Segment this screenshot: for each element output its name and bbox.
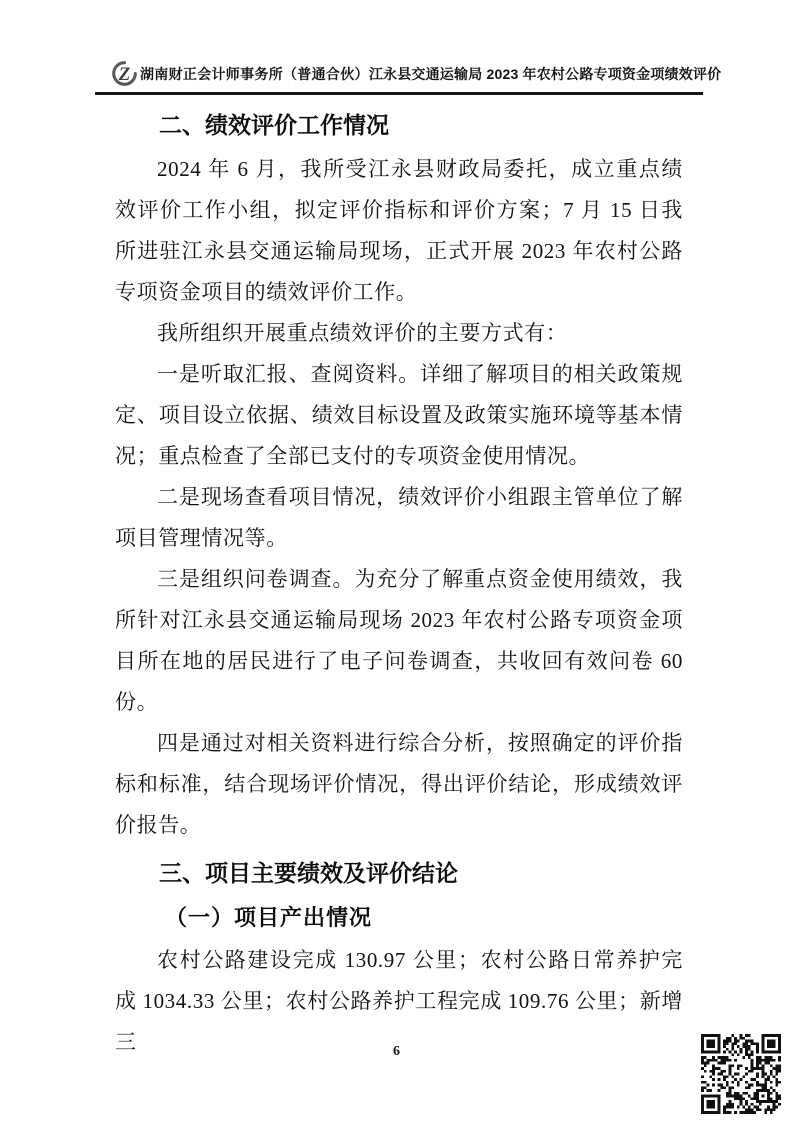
paragraph-method-2: 二是现场查看项目情况，绩效评价小组跟主管单位了解项目管理情况等。 — [115, 485, 683, 550]
paragraph-method-1: 一是听取汇报、查阅资料。详细了解项目的相关政策规定、项目设立依据、绩效目标设置及政策实施环境等基本情况；重点检查了全部已支付的专项资金使用情况。 — [115, 362, 683, 468]
page-number: 6 — [393, 1044, 400, 1059]
logo-glyph: Z — [118, 63, 131, 85]
paragraph-method-4: 四是通过对相关资料进行综合分析，按照确定的评价指标和标准，结合现场评价情况，得出评价结论，形成绩效评价报告。 — [115, 731, 683, 837]
header-firm-name: 湖南财正会计师事务所（普通合伙） — [140, 65, 369, 82]
header-row — [95, 60, 722, 87]
subsection-heading-project-output: （一）项目产出情况 — [165, 905, 373, 930]
document-body — [115, 98, 683, 1063]
section-heading-main-results: 三、项目主要绩效及评价结论 — [159, 860, 458, 886]
qr-code — [701, 1034, 781, 1114]
paragraph-commission: 2024 年 6 月，我所受江永县财政局委托，成立重点绩效评价工作小组，拟定评价指标和评价方案；7 月 15 日我所进驻江永县交通运输局现场，正式开展 2023 年农村公路专项资金项目的绩效评价工作。 — [115, 157, 683, 304]
page-header — [95, 60, 722, 95]
paragraph-method-3: 三是组织问卷调查。为充分了解重点资金使用绩效，我所针对江永县交通运输局现场 2023 年农村公路专项资金项目所在地的居民进行了电子问卷调查，共收回有效问卷 60 份。 — [115, 567, 683, 714]
paragraph-methods-intro: 我所组织开展重点绩效评价的主要方式有： — [157, 321, 568, 345]
paragraph-output-figures: 农村公路建设完成 130.97 公里；农村公路日常养护完成 1034.33 公里；农村公路养护工程完成 109.76 公里；新增三 — [115, 948, 683, 1054]
firm-logo-icon — [111, 60, 138, 87]
section-heading-evaluation-work: 二、绩效评价工作情况 — [159, 112, 389, 138]
header-report-title: 江永县交通运输局 2023 年农村公路专项资金项绩效评价 — [368, 65, 722, 82]
